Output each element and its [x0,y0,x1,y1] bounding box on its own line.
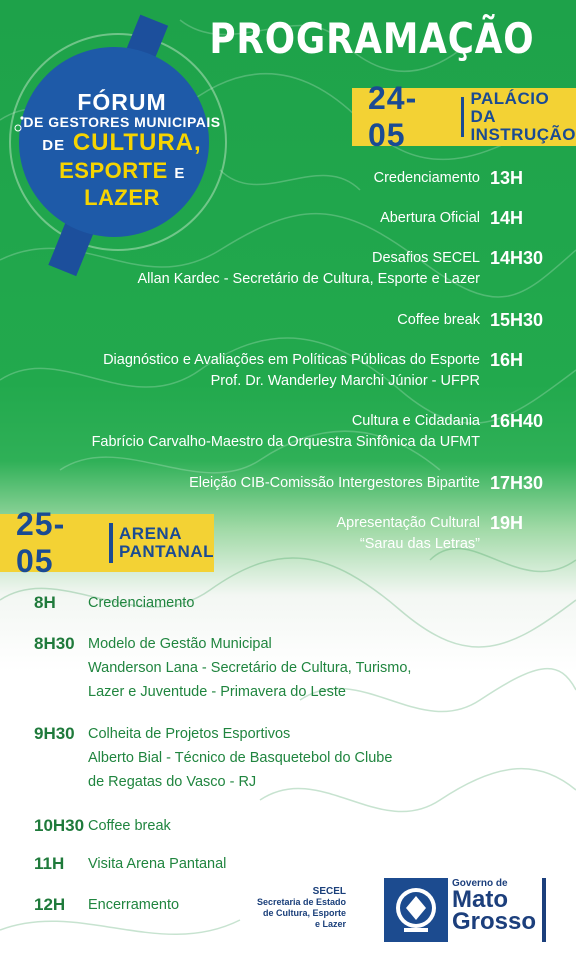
day2-event-2: 8H30 Modelo de Gestão Municipal Wanderson Lana - Secretário de Cultura, Turismo, Lazer e Juventude - Primavera do Leste [34,634,412,700]
event-time: 10H30 [34,816,85,835]
event-time: 12H [34,895,66,914]
day2-date: 25-05 [16,506,66,579]
day1-event-5: Diagnóstico e Avaliações em Políticas Públicas do Esporte Prof. Dr. Wanderley Marchi Júnior - UFPR 16H [103,350,540,392]
event-time: 19H [490,513,524,533]
day2-event-4: 10H30 Coffee break [34,814,171,838]
day1-date: 24-05 [368,80,418,153]
day1-event-2: Abertura Oficial 14H [380,208,540,229]
logo-line-esporte: ESPORTE E LAZER [59,158,185,210]
footer-logos [256,876,552,946]
event-time: 14H30 [490,248,544,268]
logo-subtitle: DE GESTORES MUNICIPAIS [23,114,221,130]
event-time: 9H30 [34,724,75,743]
day1-event-6: Cultura e Cidadania Fabrício Carvalho-Maestro da Orquestra Sinfônica da UFMT 16H40 [91,411,544,450]
day2-venue: ARENA PANTANAL [119,524,214,561]
date-divider [109,523,113,563]
event-time: 8H [34,593,56,612]
logo-divider [542,878,546,942]
logo-title: FÓRUM [77,89,167,115]
date-divider [461,97,465,137]
event-time: 17H30 [490,473,544,493]
day2-event-5: 11H Visita Arena Pantanal [34,852,226,876]
day1-event-4: Coffee break 15H30 [397,310,544,330]
event-time: 14H [490,208,524,228]
event-time: 16H40 [490,411,544,431]
day2-event-6: 12H Encerramento [34,893,179,917]
event-time: 8H30 [34,634,75,653]
governo-mato-grosso-logo: Governo de Mato Grosso [452,878,537,935]
day1-event-1: Credenciamento 13H [374,168,540,189]
day2-date-badge [0,506,214,579]
event-time: 16H [490,350,524,370]
forum-logo [0,0,240,290]
mato-grosso-seal-icon [384,878,448,942]
day1-venue: PALÁCIO DA INSTRUÇÃO [470,89,576,144]
day1-event-3: Desafios SECEL Allan Kardec - Secretário de Cultura, Esporte e Lazer 14H30 [137,248,544,287]
day2-event-3: 9H30 Colheita de Projetos Esportivos Alberto Bial - Técnico de Basquetebol do Clube de Regatas do Vasco - RJ [34,724,393,790]
event-time: 15H30 [490,310,544,330]
logo-line-cultura: DE CULTURA, [42,129,202,156]
page-title: PROGRAMAÇÃO [208,14,534,63]
day1-event-8: Apresentação Cultural “Sarau das Letras” 19H [337,513,540,555]
secel-logo-text: SECEL Secretaria de Estado de Cultura, Esporte e Lazer [256,886,346,929]
event-time: 11H [34,854,65,873]
day1-date-badge [352,80,576,153]
day1-event-7: Eleição CIB-Comissão Intergestores Bipartite 17H30 [189,473,544,493]
day2-event-1: 8H Credenciamento [34,591,194,615]
event-time: 13H [490,168,524,188]
